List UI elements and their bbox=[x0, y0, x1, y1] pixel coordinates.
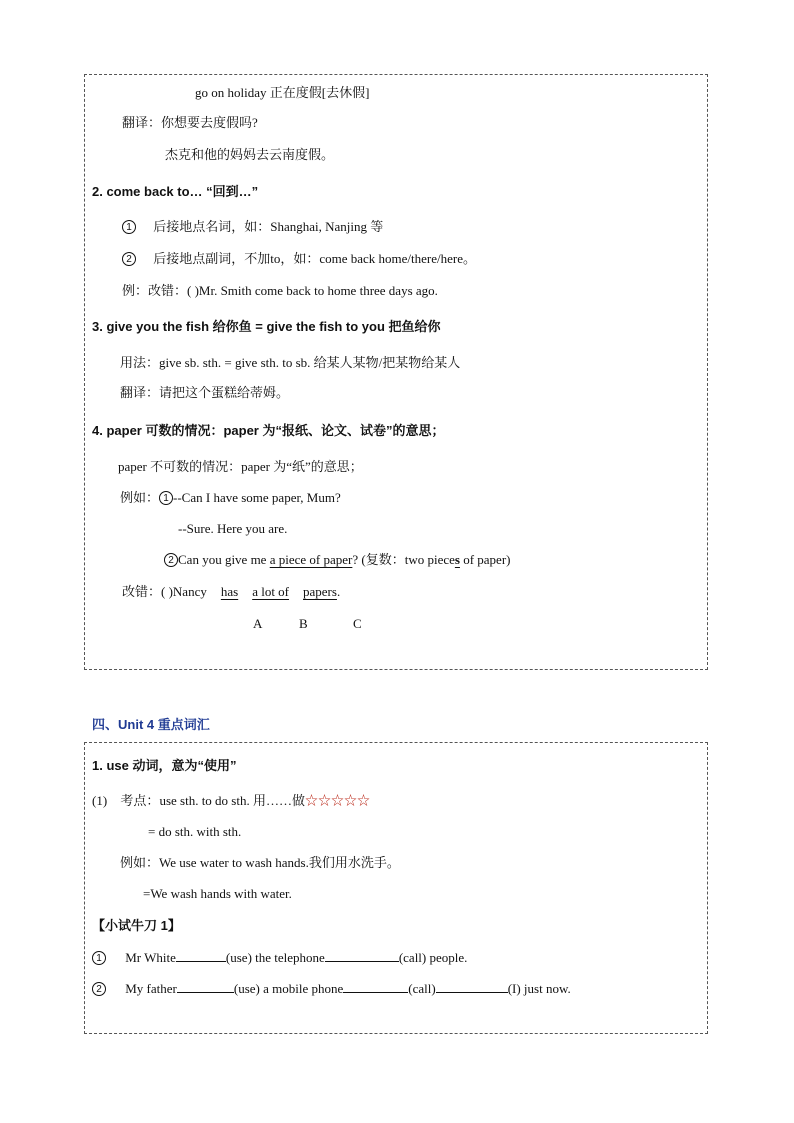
point-label: 考点： bbox=[120, 793, 160, 808]
use-point-1 bbox=[92, 793, 370, 809]
paper-correction bbox=[122, 584, 340, 600]
paper-example-1 bbox=[120, 490, 341, 506]
translate-prompt-1: 翻译：你想要去度假吗? bbox=[122, 115, 258, 130]
q2-part-d: (I) just now. bbox=[507, 981, 571, 996]
option-letter-c: C bbox=[353, 616, 362, 631]
example-2-mid: ? (复数：two piece bbox=[352, 552, 455, 567]
item-1-text: 后接地点名词，如：Shanghai, Nanjing 等 bbox=[153, 219, 384, 234]
example-2-underlined: a piece of paper bbox=[269, 552, 353, 567]
come-back-item-2 bbox=[122, 251, 476, 267]
item-2-text: 后接地点副词，不加to，如：come back home/there/here。 bbox=[153, 251, 477, 266]
q2-part-a: My father bbox=[125, 981, 177, 996]
heading-paper: 4. paper 可数的情况：paper 为“报纸、论文、试卷”的意思； bbox=[92, 423, 445, 438]
example-label: 例如： bbox=[120, 490, 160, 505]
phrase-go-on-holiday: go on holiday 正在度假[去休假] bbox=[195, 85, 370, 100]
example-1-text: --Can I have some paper, Mum? bbox=[173, 490, 341, 505]
correction-period: . bbox=[336, 584, 341, 599]
circled-number-1: 1 bbox=[159, 491, 173, 505]
use-equivalent: = do sth. with sth. bbox=[148, 824, 242, 839]
q1-blank-1[interactable] bbox=[176, 949, 226, 962]
q1-part-a: Mr White bbox=[125, 950, 176, 965]
come-back-item-1 bbox=[122, 219, 383, 235]
star-rating-icon: ☆☆☆☆☆ bbox=[304, 793, 370, 808]
translate-prompt-2: 杰克和他的妈妈去云南度假。 bbox=[165, 147, 335, 162]
q1-part-c: (call) people. bbox=[398, 950, 468, 965]
paper-uncountable: paper 不可数的情况：paper 为“纸”的意思； bbox=[118, 459, 363, 474]
q2-blank-1[interactable] bbox=[177, 980, 234, 993]
circled-number-2: 2 bbox=[92, 982, 106, 996]
circled-number-1: 1 bbox=[122, 220, 136, 234]
heading-come-back-to: 2. come back to… “回到…” bbox=[92, 184, 259, 199]
q2-blank-3[interactable] bbox=[436, 980, 508, 993]
use-example-equivalent: =We wash hands with water. bbox=[143, 886, 292, 901]
circled-number-2: 2 bbox=[122, 252, 136, 266]
option-letter-a: A bbox=[253, 616, 263, 631]
option-c-underlined: papers bbox=[303, 584, 337, 599]
heading-use: 1. use 动词，意为“使用” bbox=[92, 758, 237, 773]
give-usage: 用法：give sb. sth. = give sth. to sb. 给某人某物/把某物给某人 bbox=[120, 355, 461, 370]
paper-example-1-reply: --Sure. Here you are. bbox=[178, 521, 288, 536]
example-2-plural-s: s bbox=[454, 552, 460, 567]
section-title-unit4: 四、Unit 4 重点词汇 bbox=[92, 717, 210, 732]
example-2-pre: Can you give me bbox=[178, 552, 270, 567]
circled-number-2: 2 bbox=[164, 553, 178, 567]
q1-part-b: (use) the telephone bbox=[225, 950, 325, 965]
q2-part-c: (call) bbox=[408, 981, 436, 996]
notes-box-1 bbox=[84, 74, 708, 670]
point-text: use sth. to do sth. 用……做 bbox=[159, 793, 305, 808]
give-translate: 翻译：请把这个蛋糕给蒂姆。 bbox=[120, 385, 290, 400]
example-2-post: of paper) bbox=[459, 552, 511, 567]
option-a-underlined: has bbox=[220, 584, 239, 599]
come-back-example: 例：改错：( )Mr. Smith come back to home three days ago. bbox=[122, 283, 438, 298]
paper-example-2 bbox=[164, 552, 510, 568]
q1-blank-2[interactable] bbox=[325, 949, 399, 962]
option-letter-b: B bbox=[299, 616, 308, 631]
q2-blank-2[interactable] bbox=[343, 980, 408, 993]
heading-give-you-the-fish: 3. give you the fish 给你鱼 = give the fish to you 把鱼给你 bbox=[92, 319, 441, 334]
quiz-title: 【小试牛刀 1】 bbox=[92, 918, 181, 933]
quiz-question-2 bbox=[92, 980, 571, 997]
option-b-underlined: a lot of bbox=[252, 584, 290, 599]
quiz-question-1 bbox=[92, 949, 467, 966]
point-number: (1) bbox=[92, 793, 108, 808]
circled-number-1: 1 bbox=[92, 951, 106, 965]
correction-prefix: 改错：( )Nancy bbox=[122, 584, 207, 599]
q2-part-b: (use) a mobile phone bbox=[233, 981, 344, 996]
use-example: 例如：We use water to wash hands.我们用水洗手。 bbox=[120, 855, 400, 870]
